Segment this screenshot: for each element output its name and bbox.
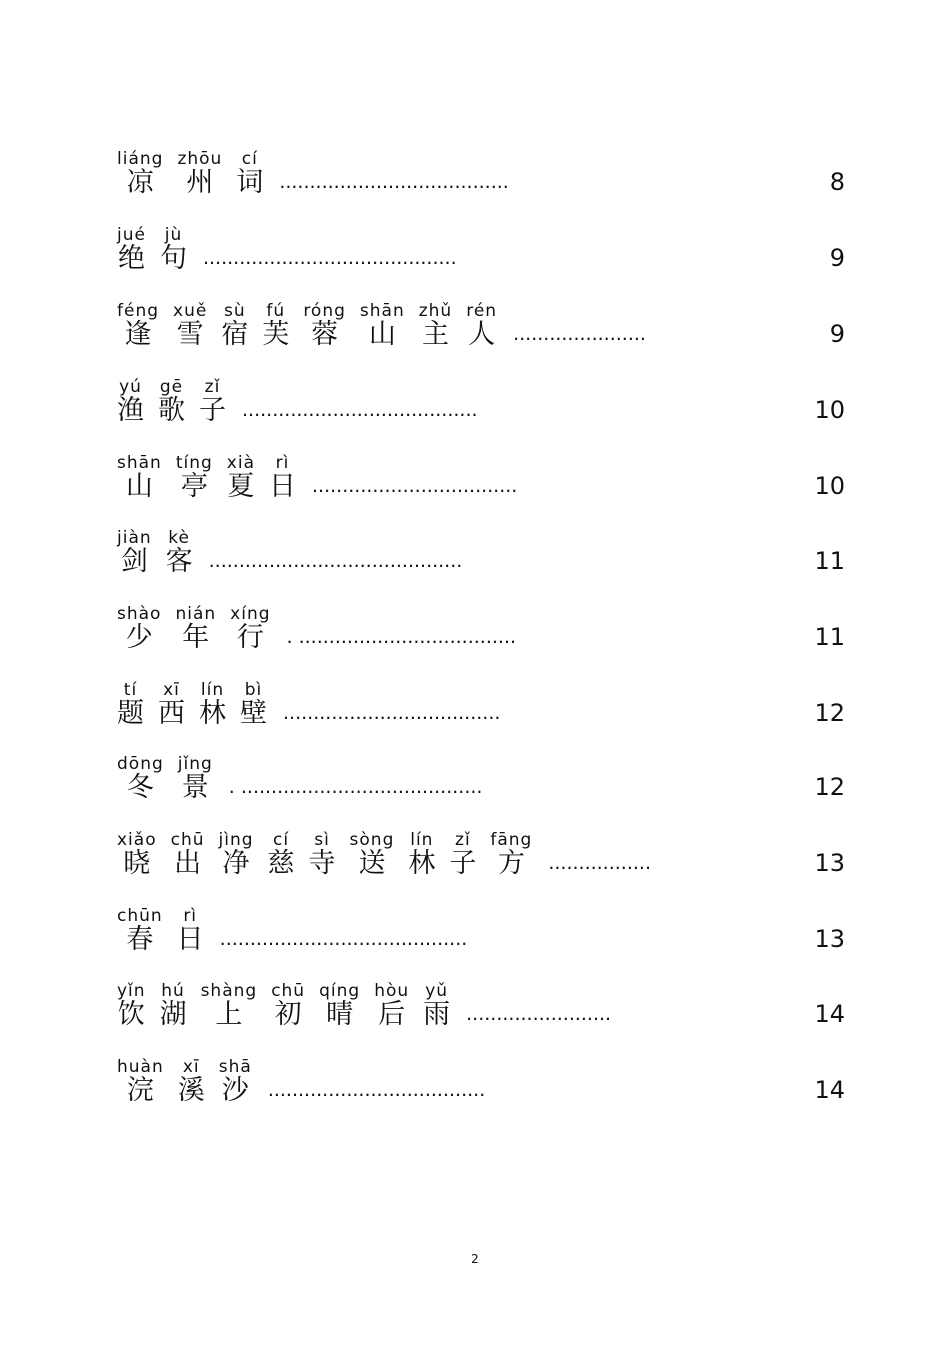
ruby-character: [350, 831, 395, 879]
ruby-character: [117, 907, 163, 955]
pinyin: tíng: [175, 453, 213, 473]
ruby-character: [271, 982, 305, 1030]
dot-leader: ......................: [513, 323, 646, 345]
hanzi: 渔: [117, 395, 144, 426]
hanzi: 湖: [159, 999, 187, 1030]
ruby-character: [419, 302, 452, 350]
pinyin: shā: [218, 1057, 252, 1077]
pinyin: sòng: [349, 830, 395, 850]
toc-entry[interactable]: [117, 885, 845, 955]
toc-entry-title: [117, 907, 467, 955]
hanzi: 歌: [158, 395, 185, 426]
pinyin: yǐn: [117, 981, 146, 1001]
toc-page-number: 12: [814, 699, 845, 727]
ruby-character: [117, 454, 162, 502]
pinyin: chū: [170, 830, 205, 850]
dot-leader: ..................................: [312, 475, 518, 497]
pinyin: bì: [244, 680, 263, 700]
ruby-character: [262, 302, 289, 350]
ruby-character: [374, 982, 409, 1030]
hanzi: 冬: [126, 772, 154, 803]
ruby-character: [230, 605, 270, 653]
toc-page-number: 13: [814, 849, 845, 877]
ruby-character: [117, 831, 157, 879]
toc-entry-title: [117, 831, 651, 879]
pinyin: rì: [275, 453, 290, 473]
ruby-character: [221, 302, 248, 350]
toc-page-number: 14: [814, 1000, 845, 1028]
toc-entry-title: [117, 982, 611, 1030]
hanzi: 雪: [176, 319, 204, 350]
pinyin: huàn: [117, 1057, 164, 1077]
pinyin: jù: [164, 225, 183, 245]
hanzi: 日: [176, 924, 204, 955]
pinyin: kè: [168, 528, 190, 548]
ruby-character: [319, 982, 360, 1030]
toc-entry[interactable]: [117, 733, 845, 803]
ruby-character: [166, 529, 193, 577]
pinyin: xíng: [230, 604, 271, 624]
pinyin: chūn: [117, 906, 163, 926]
dot-leader: ........................: [466, 1003, 612, 1025]
pinyin: shān: [117, 453, 162, 473]
hanzi: 浣: [126, 1075, 154, 1106]
pinyin: cí: [272, 830, 290, 850]
hanzi: 上: [215, 999, 243, 1030]
ruby-character: [449, 831, 476, 879]
hanzi: 逢: [124, 319, 152, 350]
toc-page-number: 11: [814, 547, 845, 575]
pinyin: féng: [117, 301, 160, 321]
dot-leader: .......................................: [242, 399, 478, 421]
pinyin: zhōu: [177, 149, 223, 169]
pinyin: jiàn: [117, 528, 152, 548]
hanzi: 凉: [126, 167, 154, 198]
toc-entry-title: [117, 529, 462, 577]
ruby-character: [117, 378, 144, 426]
ruby-character: [175, 605, 216, 653]
pinyin: yǔ: [425, 981, 449, 1001]
ruby-character: [117, 302, 159, 350]
ruby-character: [177, 907, 204, 955]
pinyin: gē: [159, 377, 184, 397]
pinyin: jué: [117, 225, 146, 245]
pinyin: sù: [223, 301, 246, 321]
ruby-character: [117, 605, 161, 653]
hanzi: 晴: [326, 999, 354, 1030]
dot-leader: ......................................: [279, 171, 509, 193]
toc-entry[interactable]: [117, 809, 845, 879]
toc-entry[interactable]: [117, 280, 845, 350]
pinyin: róng: [303, 301, 346, 321]
ruby-character: [117, 681, 144, 729]
hanzi: 景: [181, 772, 209, 803]
pinyin: xiǎo: [117, 830, 157, 850]
toc-entry[interactable]: [117, 204, 845, 274]
toc-entry[interactable]: [117, 432, 845, 502]
hanzi: 子: [449, 848, 477, 879]
hanzi: 林: [408, 848, 436, 879]
ruby-character: [158, 378, 185, 426]
dot-leader: . ........................................: [228, 776, 483, 798]
toc-entry[interactable]: [117, 583, 845, 653]
dot-leader: ..........................................: [202, 247, 457, 269]
toc-entry-title: [117, 150, 509, 198]
ruby-character: [117, 755, 164, 803]
hanzi: 方: [497, 848, 525, 879]
ruby-character: [227, 454, 255, 502]
hanzi: 晓: [123, 848, 151, 879]
pinyin: fú: [266, 301, 286, 321]
toc-entry[interactable]: [117, 507, 845, 577]
toc-entry[interactable]: [117, 960, 845, 1030]
hanzi: 林: [199, 698, 226, 729]
pinyin: dōng: [117, 754, 164, 774]
pinyin: tí: [123, 680, 138, 700]
dot-leader: .........................................: [219, 928, 468, 950]
pinyin: shān: [359, 301, 405, 321]
toc-entry-title: [117, 378, 478, 426]
toc-entry-title: [117, 302, 646, 350]
ruby-character: [201, 982, 258, 1030]
ruby-character: [117, 982, 146, 1030]
toc-page-number: 13: [814, 925, 845, 953]
toc-entry-title: [117, 681, 500, 729]
toc-page-number: 9: [829, 320, 845, 348]
pinyin: shào: [117, 604, 162, 624]
hanzi: 州: [186, 167, 214, 198]
toc-entry-title: [117, 755, 482, 803]
hanzi: 蓉: [311, 319, 339, 350]
ruby-character: [178, 755, 213, 803]
ruby-character: [236, 150, 263, 198]
hanzi: 西: [158, 698, 185, 729]
hanzi: 主: [421, 319, 449, 350]
pinyin: rén: [466, 301, 498, 321]
pinyin: qíng: [319, 981, 361, 1001]
ruby-character: [117, 529, 152, 577]
toc-entry[interactable]: [117, 659, 845, 729]
dot-leader: ....................................: [283, 702, 501, 724]
ruby-character: [176, 454, 213, 502]
hanzi: 慈: [267, 848, 295, 879]
hanzi: 山: [125, 471, 153, 502]
ruby-character: [269, 454, 296, 502]
pinyin: jìng: [218, 830, 254, 850]
hanzi: 净: [222, 848, 250, 879]
hanzi: 亭: [180, 471, 208, 502]
toc-entry-title: [117, 605, 516, 653]
hanzi: 送: [358, 848, 386, 879]
pinyin: lín: [410, 830, 434, 850]
ruby-character: [173, 302, 207, 350]
hanzi: 少: [125, 622, 153, 653]
toc-entry-title: [117, 1058, 485, 1106]
ruby-character: [117, 1058, 164, 1106]
pinyin: zǐ: [204, 377, 221, 397]
hanzi: 春: [126, 924, 154, 955]
pinyin: nián: [175, 604, 217, 624]
toc-page-number: 10: [814, 472, 845, 500]
ruby-character: [240, 681, 267, 729]
toc-entry[interactable]: [117, 1036, 845, 1106]
hanzi: 剑: [120, 546, 148, 577]
hanzi: 句: [159, 243, 187, 274]
toc-page-number: 9: [829, 244, 845, 272]
dot-leader: . ....................................: [286, 626, 517, 648]
ruby-character: [160, 982, 187, 1030]
pinyin: cí: [241, 149, 258, 169]
hanzi: 绝: [117, 243, 145, 274]
ruby-character: [160, 226, 187, 274]
ruby-character: [177, 150, 222, 198]
hanzi: 宿: [221, 319, 249, 350]
hanzi: 后: [378, 999, 406, 1030]
pinyin: xià: [226, 453, 255, 473]
hanzi: 沙: [221, 1075, 249, 1106]
hanzi: 出: [174, 848, 202, 879]
toc-entry-title: [117, 454, 517, 502]
ruby-character: [117, 150, 163, 198]
pinyin: liáng: [117, 149, 164, 169]
hanzi: 溪: [177, 1075, 205, 1106]
pinyin: chū: [271, 981, 306, 1001]
pinyin: jǐng: [177, 754, 213, 774]
toc-page-number: 14: [814, 1076, 845, 1104]
ruby-character: [219, 831, 254, 879]
page-number-footer: 2: [471, 1252, 479, 1266]
pinyin: hòu: [374, 981, 410, 1001]
ruby-character: [158, 681, 185, 729]
ruby-character: [309, 831, 336, 879]
dot-leader: .................: [548, 852, 652, 874]
pinyin: hú: [161, 981, 185, 1001]
hanzi: 人: [468, 319, 496, 350]
toc-page-number: 11: [814, 623, 845, 651]
toc-page-number: 12: [814, 773, 845, 801]
hanzi: 寺: [308, 848, 336, 879]
ruby-character: [199, 681, 226, 729]
pinyin: yú: [119, 377, 142, 397]
ruby-character: [360, 302, 405, 350]
pinyin: rì: [183, 906, 198, 926]
ruby-character: [408, 831, 435, 879]
hanzi: 行: [236, 622, 264, 653]
hanzi: 夏: [227, 471, 255, 502]
ruby-character: [171, 831, 205, 879]
toc-page-number: 10: [814, 396, 845, 424]
ruby-character: [490, 831, 532, 879]
dot-leader: ..........................................: [208, 550, 463, 572]
hanzi: 芙: [262, 319, 290, 350]
hanzi: 壁: [240, 698, 267, 729]
hanzi: 客: [165, 546, 193, 577]
pinyin: shàng: [200, 981, 258, 1001]
toc-entry[interactable]: [117, 128, 845, 198]
ruby-character: [423, 982, 450, 1030]
ruby-character: [117, 226, 146, 274]
dot-leader: ....................................: [267, 1079, 486, 1101]
hanzi: 词: [236, 167, 264, 198]
pinyin: xī: [182, 1057, 200, 1077]
ruby-character: [466, 302, 497, 350]
pinyin: xuě: [173, 301, 208, 321]
pinyin: xī: [163, 680, 180, 700]
ruby-character: [199, 378, 226, 426]
pinyin: zǐ: [455, 830, 471, 850]
toc-page-number: 8: [829, 168, 845, 196]
pinyin: lín: [200, 680, 225, 700]
hanzi: 子: [199, 395, 226, 426]
pinyin: sì: [314, 830, 330, 850]
hanzi: 饮: [117, 999, 145, 1030]
hanzi: 初: [274, 999, 302, 1030]
pinyin: zhǔ: [418, 301, 453, 321]
ruby-character: [268, 831, 295, 879]
ruby-character: [178, 1058, 205, 1106]
hanzi: 山: [368, 319, 396, 350]
hanzi: 雨: [423, 999, 451, 1030]
hanzi: 日: [269, 471, 296, 502]
hanzi: 年: [182, 622, 210, 653]
toc-entry[interactable]: [117, 356, 845, 426]
hanzi: 题: [117, 698, 144, 729]
ruby-character: [219, 1058, 252, 1106]
pinyin: fāng: [490, 830, 533, 850]
ruby-character: [303, 302, 346, 350]
toc-entry-title: [117, 226, 457, 274]
